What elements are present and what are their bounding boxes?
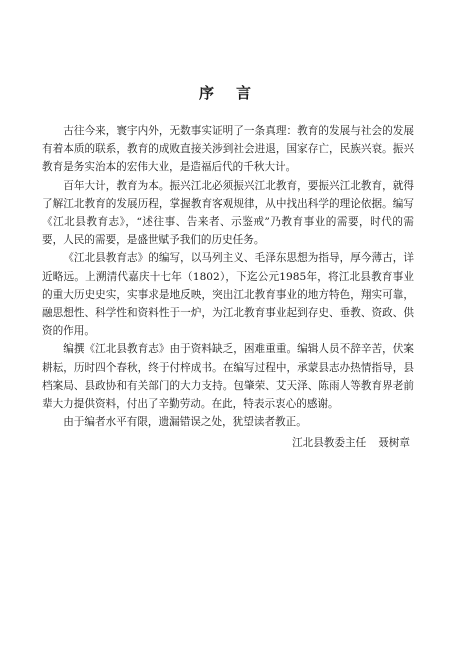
signature-org: 江北县教委主任 xyxy=(292,437,367,449)
paragraph-4: 编撰《江北县教育志》由于资料缺乏，困难重重。编辑人员不辞辛苦，伏案耕耘，历时四个春秋，终于付梓成书。在编写过程中，承蒙县志办热情指导，县档案局、县政协和有关部门的大力支持。包肇荣、艾天泽、陈雨人等教育界老前辈大力提供资料，付出了辛勤劳动。在此，特表示衷心的感谢。 xyxy=(42,343,414,411)
paragraph-5: 由于编者水平有限，遗漏错误之处，犹望读者教正。 xyxy=(63,416,307,429)
signature xyxy=(292,435,410,450)
signature-name: 聂树章 xyxy=(378,437,410,449)
paragraph-3: 《江北县教育志》的编写，以马列主义、毛泽东思想为指导，厚今薄古，详近略远。上溯清代嘉庆十七年（1802），下迄公元1985年，将江北县教育事业的重大历史史实，实事求是地反映，突出江北教育事业的地方特色，翔实可靠，融思想性、科学性和资料性于一炉，为江北教育事业起到存史、垂教、资政、供资的作用。 xyxy=(42,252,414,338)
paragraph-1: 古往今来，寰宇内外，无数事实证明了一条真理：教育的发展与社会的发展有着本质的联系，教育的成败直接关涉到社会进退，国家存亡，民族兴衰。振兴教育是务实治本的宏伟大业，是造福后代的千秋大计。 xyxy=(42,125,414,174)
paragraph-2: 百年大计，教育为本。振兴江北必须振兴江北教育，要振兴江北教育，就得了解江北教育的发展历程，掌握教育客观规律，从中找出科学的理论依据。编写《江北县教育志》，“述往事、告来者、示鉴戒”乃教育事业的需要，时代的需要，人民的需要，是盛世赋予我们的历史任务。 xyxy=(42,179,414,247)
page-title: 序言 xyxy=(198,84,273,102)
preface-body xyxy=(42,122,414,431)
